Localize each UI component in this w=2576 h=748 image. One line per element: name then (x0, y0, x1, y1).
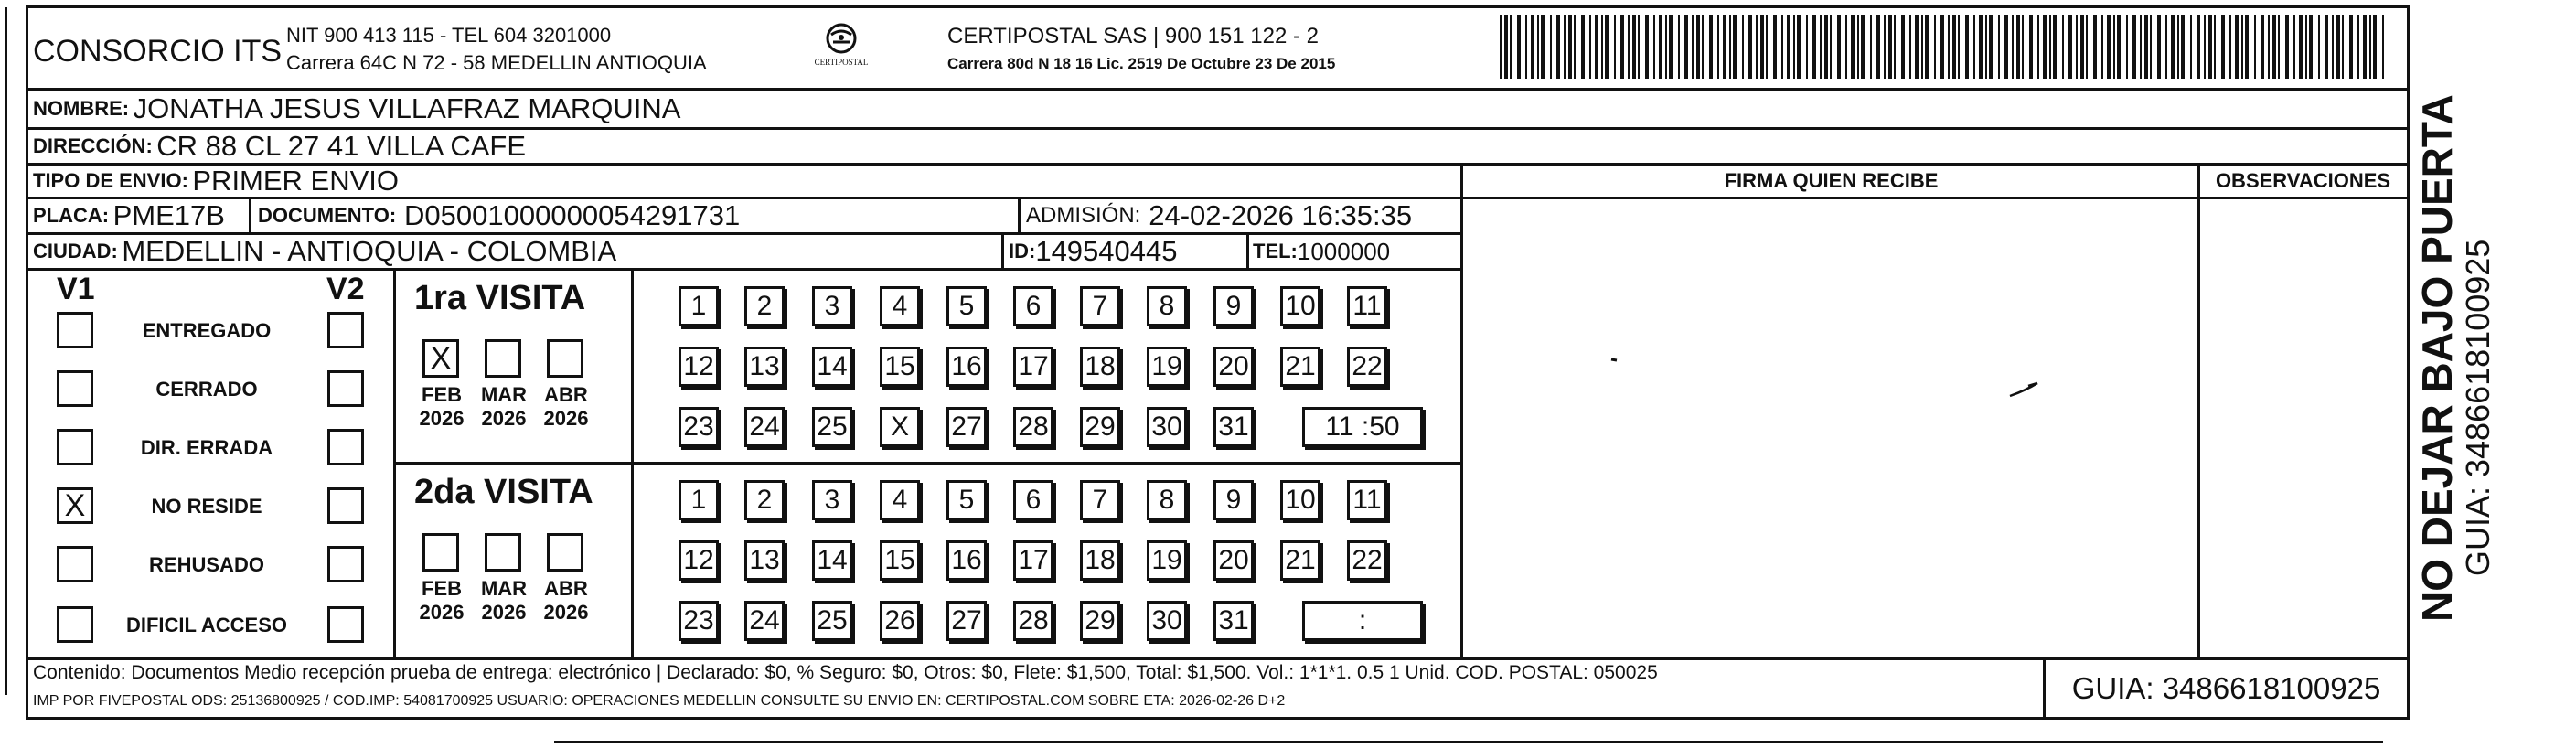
day-box[interactable]: 1 (679, 480, 719, 520)
barcode-bar (2272, 15, 2276, 79)
barcode-bar (1665, 15, 1667, 79)
day-box[interactable]: 29 (1080, 407, 1120, 447)
day-box[interactable]: 13 (744, 347, 785, 387)
barcode-bar (1556, 15, 1560, 79)
day-box[interactable]: 17 (1013, 347, 1053, 387)
barcode-bar (1773, 15, 1777, 79)
v2-checkbox[interactable] (327, 370, 364, 407)
barcode-bar (2299, 15, 2303, 79)
barcode-bar (1595, 15, 1598, 79)
certipostal-logo (809, 22, 873, 77)
side-notice (2413, 94, 2496, 622)
barcode-bar (1806, 15, 1808, 79)
barcode-bar (2076, 15, 2078, 79)
admission-date: 24-02-2026 16:35:35 (1149, 199, 1413, 231)
barcode-bar (1678, 15, 1680, 79)
month-year: 2026 (481, 407, 527, 430)
barcode-bar (2349, 15, 2353, 79)
company-nit: NIT 900 413 115 - TEL 604 3201000 (286, 24, 612, 47)
barcode-bar (1517, 15, 1521, 79)
day-box[interactable]: 24 (744, 601, 785, 641)
barcode-bar (2068, 15, 2072, 79)
barcode-bar (2241, 15, 2243, 79)
day-box[interactable]: 14 (812, 347, 852, 387)
day-box[interactable]: 15 (880, 540, 920, 581)
barcode-bar (1894, 15, 1896, 79)
barcode-bar (1638, 15, 1640, 79)
day-box[interactable]: 15 (880, 347, 920, 387)
barcode-bar (1884, 15, 1886, 79)
barcode-bar (1909, 15, 1911, 79)
month-label: FEB (422, 577, 462, 600)
barcode-bar (2080, 15, 2084, 79)
barcode-bar (2261, 15, 2264, 79)
barcode-bar (1876, 15, 1880, 79)
barcode-bar (1684, 15, 1688, 79)
barcode-bar (1510, 15, 1512, 79)
barcode-bar (2325, 15, 2328, 79)
day-box[interactable]: 16 (946, 347, 987, 387)
barcode-bar (1723, 15, 1726, 79)
barcode-bar (2029, 15, 2033, 79)
v2-header: V2 (326, 272, 365, 306)
day-box[interactable]: 5 (946, 480, 987, 520)
day-box[interactable]: 23 (679, 601, 719, 641)
month-checkbox[interactable] (485, 339, 521, 378)
month-year: 2026 (419, 601, 465, 624)
company-name: CONSORCIO ITS (33, 33, 283, 69)
barcode-bar (1934, 15, 1936, 79)
day-box[interactable]: 20 (1213, 347, 1254, 387)
telephone: 1000000 (1297, 237, 1391, 265)
barcode-bar (1696, 15, 1700, 79)
v2-checkbox[interactable] (327, 546, 364, 582)
barcode-bar (2342, 15, 2344, 79)
barcode-bar (1669, 15, 1673, 79)
barcode-bar (2214, 15, 2216, 79)
document-label: DOCUMENTO: (258, 204, 397, 227)
barcode-bar (1537, 15, 1539, 79)
day-box[interactable]: 30 (1147, 601, 1187, 641)
barcode-bar (1820, 15, 1822, 79)
status-option-label: ENTREGADO (142, 319, 272, 342)
month-checkbox[interactable] (547, 533, 583, 572)
status-option-label: DIFICIL ACCESO (125, 614, 287, 636)
barcode-bar (1702, 15, 1704, 79)
barcode-bar (1500, 15, 1502, 79)
day-box[interactable]: 3 (812, 286, 852, 326)
barcode-bar (2221, 15, 2225, 79)
company-address: Carrera 64C N 72 - 58 MEDELLIN ANTIOQUIA (286, 51, 707, 74)
day-box[interactable]: 21 (1280, 540, 1320, 581)
day-box[interactable]: 19 (1147, 540, 1187, 581)
barcode-bar (2053, 15, 2057, 79)
barcode-bar (1717, 15, 1719, 79)
barcode-bar (2245, 15, 2249, 79)
day-box[interactable]: 28 (1013, 407, 1053, 447)
operator-info: CERTIPOSTAL SAS | 900 151 122 - 2 (947, 24, 1319, 48)
side-guide-number: GUIA: 3486618100925 (2459, 239, 2496, 576)
contents-line: Contenido: Documentos Medio recepción prueba de entrega: electrónico | Declarado: $0, % Seguro: $0, Otros: $0, Flete: $1,500, Total: $1,500. Vol.: 1*1*1. 0.5 1 Unid. COD. POSTAL: 050025 (33, 662, 1658, 683)
day-box[interactable]: 12 (679, 347, 719, 387)
barcode-bar (2318, 15, 2320, 79)
v2-checkbox[interactable] (327, 487, 364, 524)
barcode-bar (2309, 15, 2313, 79)
barcode-bar (2332, 15, 2334, 79)
barcode-bar (2012, 15, 2014, 79)
v1-header: V1 (57, 272, 95, 306)
visit-time-box[interactable]: 11 :50 (1302, 407, 1423, 447)
barcode-bar (2113, 15, 2115, 79)
day-box[interactable]: 19 (1147, 347, 1187, 387)
barcode-bar (1851, 15, 1855, 79)
day-box[interactable]: 10 (1280, 286, 1320, 326)
barcode-bar (2181, 15, 2185, 79)
barcode-bar (2357, 15, 2359, 79)
month-label: MAR (480, 383, 528, 406)
day-box[interactable]: 25 (812, 407, 852, 447)
month-label: ABR (544, 577, 588, 600)
barcode-bar (1965, 15, 1969, 79)
barcode-bar (1948, 15, 1950, 79)
barcode-bar (2208, 15, 2212, 79)
send-type: PRIMER ENVIO (192, 165, 400, 197)
barcode-bar (2197, 15, 2200, 79)
barcode-bar (1973, 15, 1975, 79)
day-box[interactable]: 3 (812, 480, 852, 520)
barcode-bar (2190, 15, 2192, 79)
v1-checkbox[interactable] (57, 606, 93, 643)
barcode-bar (1766, 15, 1768, 79)
barcode-bar (2165, 15, 2167, 79)
barcode-bar (2144, 15, 2148, 79)
barcode-bar (2373, 15, 2377, 79)
day-box[interactable]: 4 (880, 480, 920, 520)
month-label: FEB (422, 383, 462, 406)
barcode-bar (1692, 15, 1694, 79)
status-option-label: NO RESIDE (151, 495, 262, 518)
v2-checkbox[interactable] (327, 429, 364, 465)
city: MEDELLIN - ANTIOQUIA - COLOMBIA (122, 235, 617, 267)
day-box[interactable]: 31 (1213, 601, 1254, 641)
barcode-bar (2293, 15, 2295, 79)
barcode-bar (1531, 15, 1534, 79)
day-box[interactable]: 2 (744, 286, 785, 326)
barcode-bar (1581, 15, 1585, 79)
barcode-bar (2204, 15, 2206, 79)
send-type-label: TIPO DE ENVIO: (33, 169, 188, 192)
month-checkbox[interactable] (422, 533, 459, 572)
barcode-bar (1787, 15, 1790, 79)
barcode-bar (1888, 15, 1892, 79)
barcode-bar (2062, 15, 2064, 79)
day-box[interactable]: 20 (1213, 540, 1254, 581)
barcode-bar (2117, 15, 2121, 79)
barcode-bar (1709, 15, 1713, 79)
plate-label: PLACA: (33, 204, 110, 227)
barcode-bar (1614, 15, 1616, 79)
barcode-bar (2049, 15, 2051, 79)
barcode-bar (2363, 15, 2367, 79)
crop-mark (5, 7, 7, 695)
day-box[interactable]: 14 (812, 540, 852, 581)
day-box[interactable]: 30 (1147, 407, 1187, 447)
barcode-bar (2037, 15, 2039, 79)
day-box[interactable]: 17 (1013, 540, 1053, 581)
barcode-bar (2235, 15, 2239, 79)
barcode-bar (1568, 15, 1572, 79)
barcode-bar (1620, 15, 1624, 79)
barcode-bar (1748, 15, 1752, 79)
barcode-bar (2132, 15, 2136, 79)
barcode-bar (1793, 15, 1795, 79)
barcode-bar (1525, 15, 1527, 79)
print-info-line: IMP POR FIVEPOSTAL ODS: 25136800925 / COD.IMP: 54081700925 USUARIO: OPERACIONES MEDELLIN CONSULTE SU ENVIO EN: CERTIPOSTAL.COM SOBRE ETA: 2026-02-26 D+2 (33, 693, 1286, 709)
barcode-bar (2043, 15, 2047, 79)
barcode-bar (2086, 15, 2088, 79)
status-section (26, 268, 393, 657)
day-box[interactable]: 2 (744, 480, 785, 520)
barcode-bar (1756, 15, 1758, 79)
barcode-bar (1742, 15, 1744, 79)
day-box[interactable]: 24 (744, 407, 785, 447)
month-year: 2026 (543, 407, 589, 430)
signature-header: FIRMA QUIEN RECIBE (1724, 169, 1939, 192)
barcode-bar (1998, 15, 2000, 79)
barcode-bar (2126, 15, 2128, 79)
barcode-bar (2016, 15, 2020, 79)
barcode-bar (2140, 15, 2142, 79)
day-box[interactable]: 16 (946, 540, 987, 581)
barcode-bar (2171, 15, 2175, 79)
barcode-bar (2382, 15, 2384, 79)
no-dejar-bajo-puerta: NO DEJAR BAJO PUERTA (2413, 94, 2461, 622)
barcode-bar (1574, 15, 1576, 79)
barcode-bar (1921, 15, 1923, 79)
name-label: NOMBRE: (33, 97, 130, 120)
guide-number: GUIA: 3486618100925 (2071, 671, 2381, 705)
barcode-bar (1541, 15, 1545, 79)
barcode-bar (1940, 15, 1944, 79)
barcode-bar (1550, 15, 1552, 79)
barcode-bar (2093, 15, 2097, 79)
logo-caption: CERTIPOSTAL (814, 58, 869, 67)
logo-mark-icon (823, 22, 860, 55)
v2-checkbox[interactable] (327, 312, 364, 348)
day-box[interactable]: 12 (679, 540, 719, 581)
v1-checkbox[interactable] (57, 370, 93, 407)
recipient-name: JONATHA JESUS VILLAFRAZ MARQUINA (133, 92, 681, 124)
day-box[interactable]: 10 (1280, 480, 1320, 520)
day-box[interactable]: 22 (1347, 347, 1387, 387)
month-checkbox[interactable] (485, 533, 521, 572)
month-label: MAR (480, 577, 528, 600)
barcode-bar (1645, 15, 1649, 79)
barcode-bar (1729, 15, 1731, 79)
status-option-label: DIR. ERRADA (140, 436, 273, 459)
observations-header: OBSERVACIONES (2215, 169, 2391, 192)
operator-address: Carrera 80d N 18 16 Lic. 2519 De Octubre 23 De 2015 (947, 55, 1336, 72)
day-box[interactable]: 7 (1080, 480, 1120, 520)
v2-checkbox[interactable] (327, 606, 364, 643)
barcode-bar (1845, 15, 1847, 79)
signature-scribble (1609, 352, 2048, 407)
barcode-bar (2107, 15, 2111, 79)
day-box[interactable]: 5 (946, 286, 987, 326)
v1-checkbox[interactable] (57, 546, 93, 582)
day-box[interactable]: 25 (812, 601, 852, 641)
day-box[interactable]: 21 (1280, 347, 1320, 387)
barcode-bar (2278, 15, 2280, 79)
barcode-bar (1653, 15, 1655, 79)
day-box[interactable]: 6 (1013, 480, 1053, 520)
barcode-bar (1979, 15, 1983, 79)
barcode-bar (1824, 15, 1828, 79)
tel-label: TEL: (1253, 240, 1298, 262)
address-label: DIRECCIÓN: (33, 134, 153, 157)
day-box[interactable]: 27 (946, 407, 987, 447)
day-box[interactable]: 31 (1213, 407, 1254, 447)
barcode-bar (2229, 15, 2231, 79)
barcode-bar (1925, 15, 1929, 79)
barcode-bar (1733, 15, 1737, 79)
day-box[interactable]: 26 (880, 601, 920, 641)
barcode-bar (1589, 15, 1591, 79)
barcode-bar (1915, 15, 1919, 79)
barcode-bar (1870, 15, 1872, 79)
visit-title: 2da VISITA (414, 473, 593, 511)
day-box[interactable]: 18 (1080, 347, 1120, 387)
barcode-bar (1812, 15, 1816, 79)
barcode-bar (2101, 15, 2103, 79)
barcode-bar (2177, 15, 2179, 79)
day-box[interactable]: 13 (744, 540, 785, 581)
crop-mark (554, 741, 2383, 743)
day-box[interactable]: 18 (1080, 540, 1120, 581)
month-checkbox[interactable] (547, 339, 583, 378)
month-label: ABR (544, 383, 588, 406)
month-year: 2026 (419, 407, 465, 430)
plate: PME17B (112, 199, 225, 231)
barcode-bar (1564, 15, 1566, 79)
day-box[interactable]: 7 (1080, 286, 1120, 326)
document-number: D05001000000054291731 (404, 199, 741, 231)
barcode-bar (1989, 15, 1993, 79)
tracking-id: 149540445 (1035, 235, 1178, 267)
barcode-bar (2369, 15, 2371, 79)
barcode-bar (1985, 15, 1987, 79)
day-box[interactable]: 11 (1347, 286, 1387, 326)
day-box[interactable]: 8 (1147, 480, 1187, 520)
admission-label: ADMISIÓN: (1026, 203, 1141, 228)
day-box[interactable]: 8 (1147, 286, 1187, 326)
barcode-bar (2004, 15, 2008, 79)
v1-checkbox[interactable] (57, 429, 93, 465)
barcode-bar (1861, 15, 1865, 79)
month-checkbox[interactable]: X (422, 339, 459, 378)
barcode-bar (1837, 15, 1841, 79)
day-box[interactable]: 4 (880, 286, 920, 326)
day-box[interactable]: 9 (1213, 480, 1254, 520)
barcode-bar (2305, 15, 2307, 79)
barcode (1500, 15, 2391, 79)
day-box[interactable]: 23 (679, 407, 719, 447)
city-label: CIUDAD: (33, 240, 118, 262)
recipient-address: CR 88 CL 27 41 VILLA CAFE (156, 130, 527, 162)
barcode-bar (2254, 15, 2256, 79)
id-label: ID: (1009, 240, 1036, 262)
barcode-bar (1659, 15, 1662, 79)
status-option-label: CERRADO (155, 378, 258, 401)
barcode-bar (1901, 15, 1905, 79)
barcode-bar (1628, 15, 1630, 79)
day-box[interactable]: 22 (1347, 540, 1387, 581)
v1-checkbox[interactable] (57, 312, 93, 348)
month-year: 2026 (481, 601, 527, 624)
day-box[interactable]: 11 (1347, 480, 1387, 520)
barcode-bar (1958, 15, 1960, 79)
visit-time-box[interactable]: : (1302, 601, 1423, 641)
month-year: 2026 (543, 601, 589, 624)
day-box[interactable]: 27 (946, 601, 987, 641)
barcode-bar (1830, 15, 1832, 79)
barcode-bar (1857, 15, 1859, 79)
visit-title: 1ra VISITA (414, 279, 586, 317)
barcode-bar (2022, 15, 2024, 79)
barcode-bar (1760, 15, 1764, 79)
barcode-bar (1605, 15, 1609, 79)
barcode-bar (2268, 15, 2270, 79)
day-box[interactable]: 6 (1013, 286, 1053, 326)
v1-checkbox[interactable]: X (57, 487, 93, 524)
barcode-bar (1601, 15, 1603, 79)
barcode-bar (1632, 15, 1636, 79)
barcode-bar (2157, 15, 2161, 79)
barcode-bar (2150, 15, 2152, 79)
barcode-bar (1797, 15, 1801, 79)
day-box[interactable]: X (880, 407, 920, 447)
barcode-bar (2285, 15, 2289, 79)
status-option-label: REHUSADO (149, 553, 264, 576)
barcode-bar (1952, 15, 1956, 79)
day-box[interactable]: 29 (1080, 601, 1120, 641)
barcode-bar (1504, 15, 1508, 79)
barcode-bar (2336, 15, 2340, 79)
barcode-bar (1781, 15, 1783, 79)
day-box[interactable]: 9 (1213, 286, 1254, 326)
day-box[interactable]: 1 (679, 286, 719, 326)
day-box[interactable]: 28 (1013, 601, 1053, 641)
